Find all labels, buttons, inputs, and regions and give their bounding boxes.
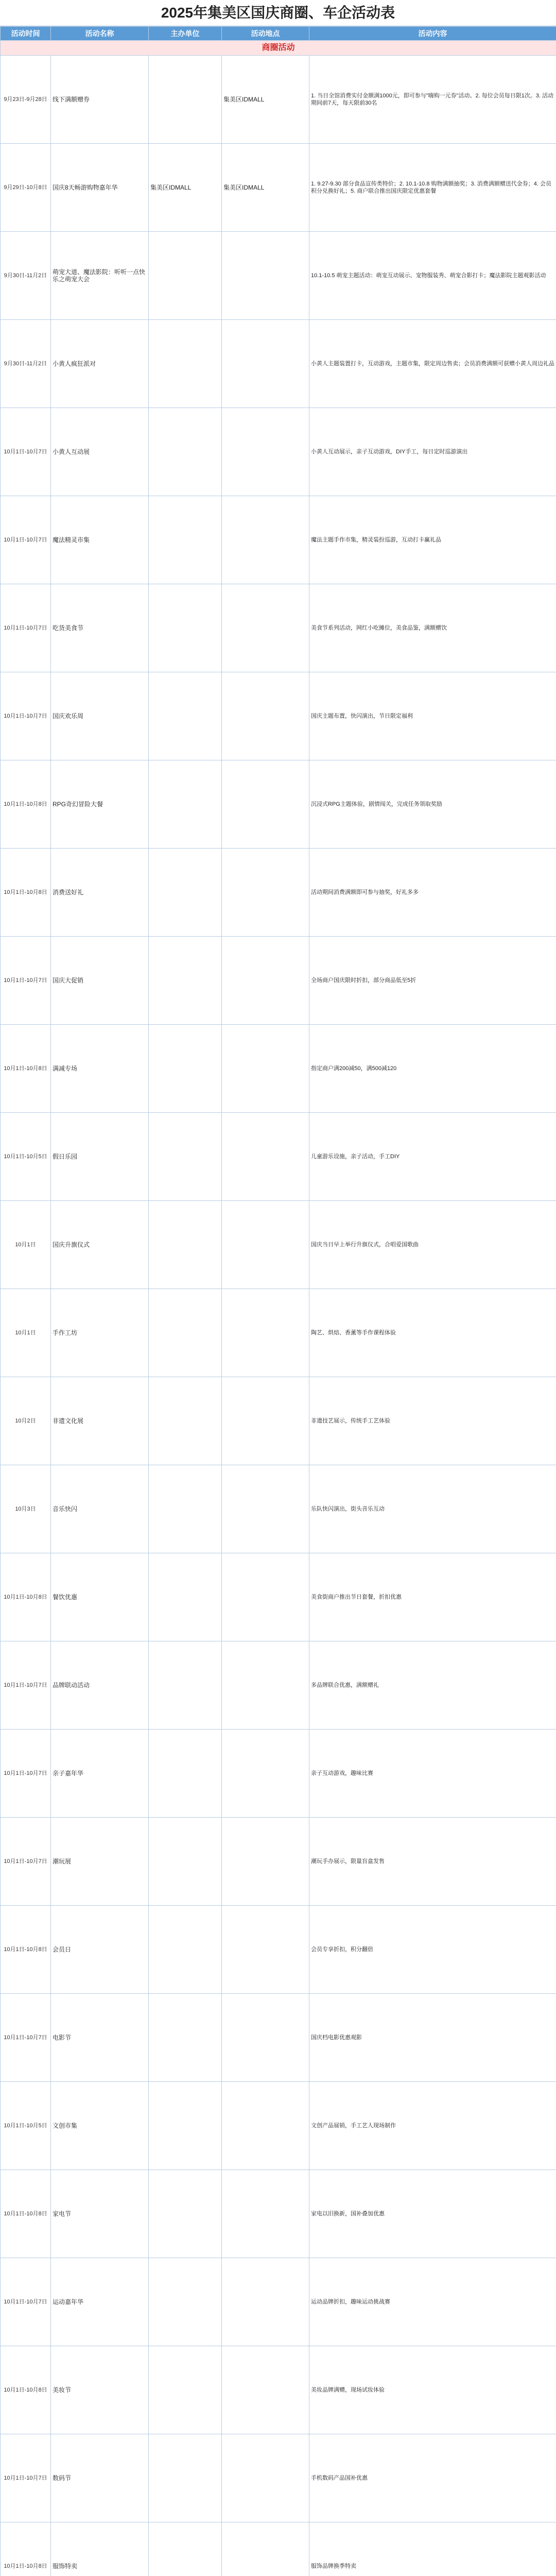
table-row [1, 1994, 556, 2082]
cell-name: 餐饮优惠 [51, 1553, 149, 1641]
table-row [1, 1465, 556, 1553]
cell-content: 活动期间消费满额即可参与抽奖，好礼多多 [309, 849, 556, 937]
cell-name: RPG奇幻冒险大餐 [51, 760, 149, 849]
cell-name: 会员日 [51, 1906, 149, 1994]
cell-content: 沉浸式RPG主题体验，剧情闯关，完成任务领取奖励 [309, 760, 556, 849]
table-row [1, 1113, 556, 1201]
cell-org [149, 1025, 222, 1113]
cell-place [222, 496, 309, 584]
header-org: 主办单位 [149, 27, 222, 41]
cell-content: 陶艺、烘焙、香薰等手作课程体验 [309, 1289, 556, 1377]
table-row [1, 1730, 556, 1818]
cell-name: 国庆欢乐周 [51, 672, 149, 760]
cell-content: 手机数码产品国补优惠 [309, 2434, 556, 2522]
cell-content: 美食街商户推出节日套餐，折扣优惠 [309, 1553, 556, 1641]
cell-content: 儿童游乐设施，亲子活动，手工DIY [309, 1113, 556, 1201]
header-content: 活动内容 [309, 27, 556, 41]
cell-content: 全场商户国庆限时折扣，部分商品低至5折 [309, 937, 556, 1025]
table-row [1, 2346, 556, 2434]
table-row [1, 1377, 556, 1465]
cell-place [222, 2258, 309, 2346]
table-row [1, 56, 556, 144]
cell-place: 集美区IDMALL [222, 56, 309, 144]
cell-place [222, 2082, 309, 2170]
cell-content: 1. 9.27-9.30 部分食品宣传类特价；2. 10.1-10.8 购物满额抽奖；3. 消费满额赠送代金券；4. 会员积分兑换好礼；5. 商户联合推出国庆限定优惠套餐 [309, 144, 556, 232]
header-time: 活动时间 [1, 27, 51, 41]
table-row [1, 1289, 556, 1377]
cell-content: 小黄人互动展示，亲子互动游戏，DIY手工，每日定时巡游演出 [309, 408, 556, 496]
cell-content: 乐队快闪演出，街头音乐互动 [309, 1465, 556, 1553]
table-row [1, 1641, 556, 1730]
cell-content: 潮玩手办展示，限量盲盒发售 [309, 1818, 556, 1906]
cell-name: 运动嘉年华 [51, 2258, 149, 2346]
cell-time: 10月2日 [1, 1377, 51, 1465]
cell-time: 10月1日-10月5日 [1, 2082, 51, 2170]
cell-place [222, 2346, 309, 2434]
cell-org [149, 408, 222, 496]
cell-place [222, 1818, 309, 1906]
cell-place [222, 672, 309, 760]
cell-time: 9月29日-10月8日 [1, 144, 51, 232]
table-row [1, 760, 556, 849]
cell-name: 非遗文化展 [51, 1377, 149, 1465]
cell-time: 10月1日 [1, 1201, 51, 1289]
cell-content: 国庆当日早上举行升旗仪式，合唱爱国歌曲 [309, 1201, 556, 1289]
cell-content: 国庆档电影优惠观影 [309, 1994, 556, 2082]
cell-org [149, 937, 222, 1025]
cell-content: 指定商户满200减50，满500减120 [309, 1025, 556, 1113]
cell-org [149, 1465, 222, 1553]
cell-time: 10月1日-10月8日 [1, 760, 51, 849]
table-row [1, 2258, 556, 2346]
cell-time: 10月1日-10月8日 [1, 849, 51, 937]
cell-name: 电影节 [51, 1994, 149, 2082]
cell-time: 10月1日-10月7日 [1, 672, 51, 760]
cell-place [222, 1025, 309, 1113]
cell-content: 美食节系列活动，网红小吃摊位，美食品鉴，满额赠饮 [309, 584, 556, 672]
cell-name: 家电节 [51, 2170, 149, 2258]
table-row [1, 496, 556, 584]
table-row [1, 2170, 556, 2258]
cell-time: 10月1日-10月7日 [1, 1818, 51, 1906]
cell-org [149, 56, 222, 144]
cell-content: 多品牌联合优惠，满额赠礼 [309, 1641, 556, 1730]
cell-time: 10月1日-10月8日 [1, 2170, 51, 2258]
table-row [1, 2082, 556, 2170]
cell-content: 服饰品牌换季特卖 [309, 2522, 556, 2576]
cell-org [149, 232, 222, 320]
cell-content: 会员专享折扣，积分翻倍 [309, 1906, 556, 1994]
cell-org [149, 849, 222, 937]
cell-place [222, 408, 309, 496]
cell-org [149, 760, 222, 849]
cell-place [222, 1113, 309, 1201]
cell-place [222, 320, 309, 408]
header-place: 活动地点 [222, 27, 309, 41]
cell-place [222, 2434, 309, 2522]
cell-place [222, 1553, 309, 1641]
cell-name: 亲子嘉年华 [51, 1730, 149, 1818]
cell-time: 9月30日-11月2日 [1, 232, 51, 320]
table-row [1, 1025, 556, 1113]
cell-org [149, 584, 222, 672]
cell-time: 10月1日-10月8日 [1, 2522, 51, 2576]
cell-time: 10月1日-10月7日 [1, 408, 51, 496]
cell-org: 集美区IDMALL [149, 144, 222, 232]
cell-content: 亲子互动游戏，趣味比赛 [309, 1730, 556, 1818]
cell-time: 9月23日-9月28日 [1, 56, 51, 144]
table-row [1, 408, 556, 496]
cell-org [149, 1289, 222, 1377]
cell-org [149, 1553, 222, 1641]
cell-content: 国庆主题布置，快闪演出，节日限定福利 [309, 672, 556, 760]
cell-org [149, 1994, 222, 2082]
table-row [1, 232, 556, 320]
cell-time: 10月1日-10月8日 [1, 1553, 51, 1641]
cell-name: 文创市集 [51, 2082, 149, 2170]
cell-name: 线下满额赠券 [51, 56, 149, 144]
cell-name: 国庆8天畅游购物嘉年华 [51, 144, 149, 232]
cell-place [222, 2170, 309, 2258]
cell-time: 10月1日-10月8日 [1, 2346, 51, 2434]
table-row [1, 1553, 556, 1641]
cell-time: 10月1日-10月8日 [1, 1906, 51, 1994]
cell-time: 10月1日-10月7日 [1, 2258, 51, 2346]
table-row [1, 1906, 556, 1994]
activity-table [0, 26, 556, 2576]
cell-time: 10月1日-10月7日 [1, 2434, 51, 2522]
cell-org [149, 2346, 222, 2434]
cell-org [149, 1641, 222, 1730]
table-row [1, 144, 556, 232]
cell-name: 小黄人疯狂派对 [51, 320, 149, 408]
table-row [1, 320, 556, 408]
cell-name: 国庆升旗仪式 [51, 1201, 149, 1289]
cell-name: 音乐快闪 [51, 1465, 149, 1553]
cell-name: 吃货美食节 [51, 584, 149, 672]
cell-content: 运动品牌折扣，趣味运动挑战赛 [309, 2258, 556, 2346]
cell-org [149, 2170, 222, 2258]
cell-name: 萌宠大道、魔法影院：听听一点快乐之萌宠大会 [51, 232, 149, 320]
cell-content: 10.1-10.5 萌宠主题活动：萌宠互动展示、宠物服装秀、萌宠合影打卡；魔法影院主题观影活动 [309, 232, 556, 320]
cell-org [149, 1906, 222, 1994]
cell-time: 10月1日-10月7日 [1, 1994, 51, 2082]
cell-org [149, 320, 222, 408]
cell-org [149, 2522, 222, 2576]
cell-time: 10月1日-10月7日 [1, 584, 51, 672]
cell-org [149, 1730, 222, 1818]
table-row [1, 2434, 556, 2522]
cell-content: 魔法主题手作市集，精灵装扮巡游，互动打卡赢礼品 [309, 496, 556, 584]
cell-content: 1. 当日全馆消费实付金额满1000元，即可参与"嗨购一元券"活动。2. 每位会员每日限1次。3. 活动期间前7天，每天限前30名 [309, 56, 556, 144]
cell-time: 10月1日-10月5日 [1, 1113, 51, 1201]
cell-place [222, 1641, 309, 1730]
cell-org [149, 672, 222, 760]
cell-place [222, 1377, 309, 1465]
cell-org [149, 2082, 222, 2170]
cell-content: 美妆品牌满赠，现场试妆体验 [309, 2346, 556, 2434]
cell-place [222, 1201, 309, 1289]
section-mall [1, 41, 556, 56]
table-row [1, 849, 556, 937]
cell-name: 美妆节 [51, 2346, 149, 2434]
cell-time: 10月1日-10月7日 [1, 937, 51, 1025]
cell-time: 10月1日-10月8日 [1, 1025, 51, 1113]
cell-content: 家电以旧换新，国补叠加优惠 [309, 2170, 556, 2258]
table-row [1, 2522, 556, 2576]
cell-content: 小黄人主题装置打卡，互动游戏，主题市集，限定周边售卖；会员消费满额可获赠小黄人周边礼品 [309, 320, 556, 408]
cell-place [222, 1994, 309, 2082]
cell-time: 10月3日 [1, 1465, 51, 1553]
cell-org [149, 1377, 222, 1465]
cell-place [222, 1730, 309, 1818]
cell-name: 手作工坊 [51, 1289, 149, 1377]
cell-time: 10月1日-10月7日 [1, 1730, 51, 1818]
cell-org [149, 2258, 222, 2346]
table-row [1, 1201, 556, 1289]
header-row [1, 27, 556, 41]
cell-place [222, 232, 309, 320]
cell-time: 10月1日-10月7日 [1, 496, 51, 584]
cell-place [222, 937, 309, 1025]
cell-time: 10月1日-10月7日 [1, 1641, 51, 1730]
table-row [1, 937, 556, 1025]
cell-place [222, 2522, 309, 2576]
cell-name: 服饰特卖 [51, 2522, 149, 2576]
cell-place [222, 1465, 309, 1553]
cell-content: 非遗技艺展示，传统手工艺体验 [309, 1377, 556, 1465]
cell-place [222, 1289, 309, 1377]
cell-place [222, 1906, 309, 1994]
cell-name: 魔法精灵市集 [51, 496, 149, 584]
cell-org [149, 1818, 222, 1906]
cell-place [222, 760, 309, 849]
cell-name: 品牌联动活动 [51, 1641, 149, 1730]
section-mall-label: 商圈活动 [1, 41, 556, 56]
cell-name: 小黄人互动展 [51, 408, 149, 496]
page-title: 2025年集美区国庆商圈、车企活动表 [0, 0, 556, 26]
table-row [1, 584, 556, 672]
cell-name: 消费送好礼 [51, 849, 149, 937]
cell-org [149, 1113, 222, 1201]
cell-content: 文创产品展销，手工艺人现场制作 [309, 2082, 556, 2170]
cell-org [149, 2434, 222, 2522]
table-row [1, 672, 556, 760]
cell-name: 假日乐园 [51, 1113, 149, 1201]
cell-org [149, 1201, 222, 1289]
cell-place [222, 584, 309, 672]
header-name: 活动名称 [51, 27, 149, 41]
cell-name: 潮玩展 [51, 1818, 149, 1906]
cell-time: 9月30日-11月2日 [1, 320, 51, 408]
cell-name: 数码节 [51, 2434, 149, 2522]
cell-name: 国庆大促销 [51, 937, 149, 1025]
cell-place: 集美区IDMALL [222, 144, 309, 232]
cell-time: 10月1日 [1, 1289, 51, 1377]
cell-name: 满减专场 [51, 1025, 149, 1113]
table-row [1, 1818, 556, 1906]
cell-place [222, 849, 309, 937]
cell-org [149, 496, 222, 584]
